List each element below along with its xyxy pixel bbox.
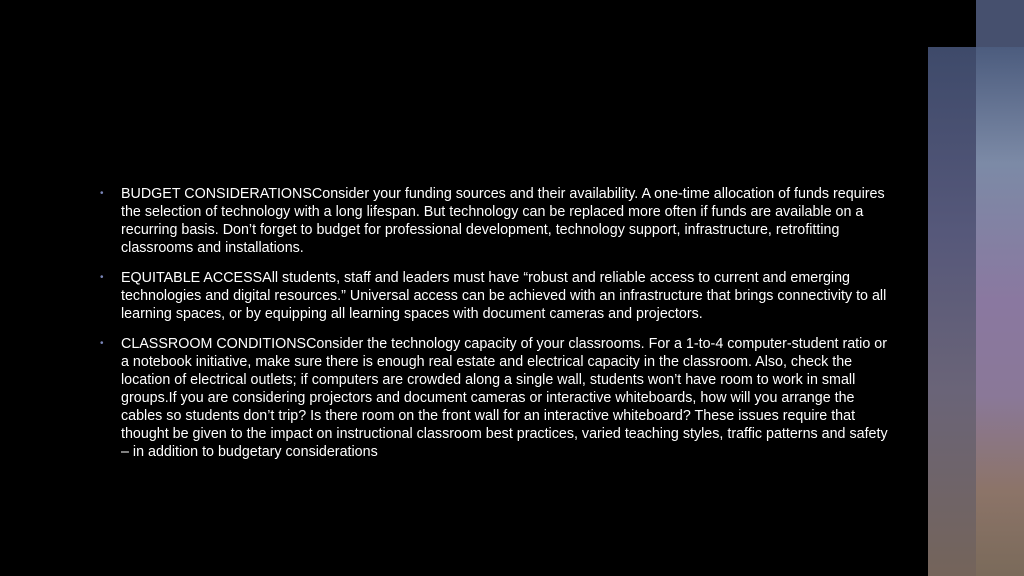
- bullet-text: BUDGET CONSIDERATIONSConsider your funding sources and their availability. A one-time allocation of funds requires the selection of technology with a long lifespan. But technology can be replaced more often if funds are available on a recurring basis. Don’t forget to budget for professional development, technology support, infrastructure, retrofitting classrooms and installations.: [121, 186, 885, 256]
- decorative-strip-right-top: [976, 0, 1024, 47]
- bullet-classroom-conditions: [100, 335, 890, 461]
- decorative-strip-left: [928, 47, 976, 576]
- bullet-list: [100, 185, 890, 473]
- bullet-text: CLASSROOM CONDITIONSConsider the technology capacity of your classrooms. For a 1-to-4 computer-student ratio or a notebook initiative, make sure there is enough real estate and electrical capacity in the classroom. Also, check the location of electrical outlets; if computers are crowded along a single wall, students won’t have room to work in small groups.If you are considering projectors and document cameras or interactive whiteboards, how will you arrange the cables so students don’t trip? Is there room on the front wall for an interactive whiteboard? These issues require that thought be given to the impact on instructional classroom best practices, varied teaching styles, traffic patterns and safety – in addition to budgetary considerations: [121, 336, 888, 460]
- bullet-icon: •: [100, 188, 104, 199]
- bullet-icon: •: [100, 272, 104, 283]
- decorative-strip-right: [976, 47, 1024, 576]
- bullet-equitable-access: [100, 269, 890, 323]
- bullet-text: EQUITABLE ACCESSAll students, staff and leaders must have “robust and reliable access to current and emerging technologies and digital resources.” Universal access can be achieved with an infrastructure that brings connectivity to all learning spaces, or by equipping all learning spaces with document cameras and projectors.: [121, 270, 887, 322]
- bullet-icon: •: [100, 338, 104, 349]
- bullet-budget-considerations: [100, 185, 890, 257]
